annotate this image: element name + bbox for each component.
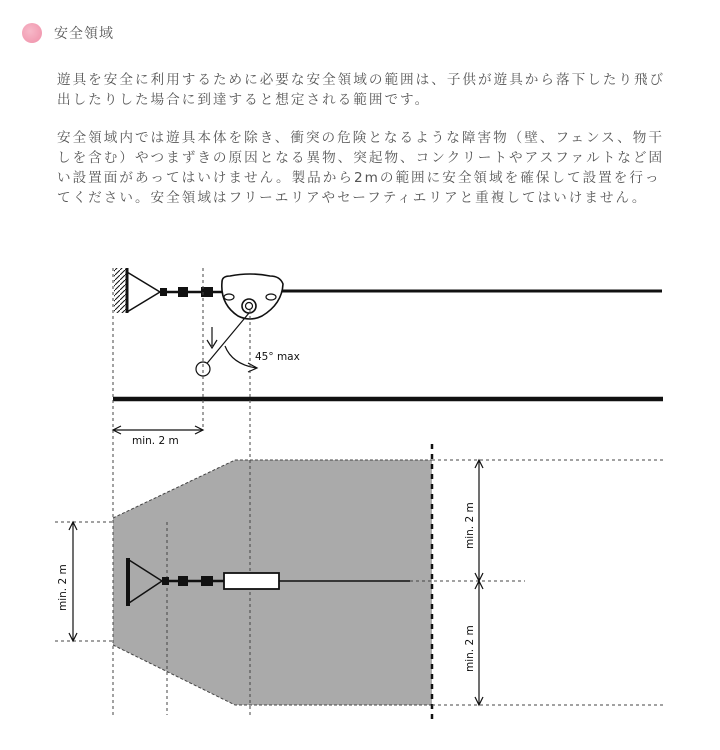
plan-swing-seat bbox=[224, 573, 279, 589]
left-dimension-label: min. 2 m bbox=[57, 564, 69, 611]
down-arrow bbox=[207, 327, 217, 348]
side-view bbox=[113, 268, 663, 447]
plan-view bbox=[55, 268, 663, 720]
plan-chain-link bbox=[201, 576, 213, 586]
section-title: 安全領域 bbox=[54, 26, 114, 42]
chain-link bbox=[178, 287, 188, 297]
top-dimension-label: min. 2 m bbox=[132, 435, 179, 447]
plan-chain-link bbox=[178, 576, 188, 586]
seat-slot bbox=[224, 294, 234, 300]
seat-hub-inner bbox=[246, 303, 253, 310]
seat-slot bbox=[266, 294, 276, 300]
requirements-paragraph: 安全領域内では遊具本体を除き、衝突の危険となるような障害物（壁、フェンス、物干しを含む）やつまずきの原因となる異物、突起物、コンクリートやアスファルトなど固い設置面があってはいけません。製品から2mの範囲に安全領域を確保して設置を行ってください。安全領域はフリーエリアやセーフティエリアと重複してはいけません。 bbox=[57, 130, 665, 206]
chain-link bbox=[160, 288, 167, 296]
wall-hatching bbox=[114, 268, 126, 313]
wall-anchor-chain bbox=[127, 272, 160, 312]
swing-line bbox=[204, 313, 249, 367]
plan-chain-link bbox=[162, 577, 169, 585]
intro-paragraph: 遊具を安全に利用するために必要な安全領域の範囲は、子供が遊具から落下したり飛び出したりした場合に到達すると想定される範囲です。 bbox=[57, 72, 666, 108]
right-lower-dimension-label: min. 2 m bbox=[464, 625, 476, 672]
right-upper-dimension-label: min. 2 m bbox=[464, 502, 476, 549]
swing-angle-label: 45° max bbox=[255, 351, 300, 363]
